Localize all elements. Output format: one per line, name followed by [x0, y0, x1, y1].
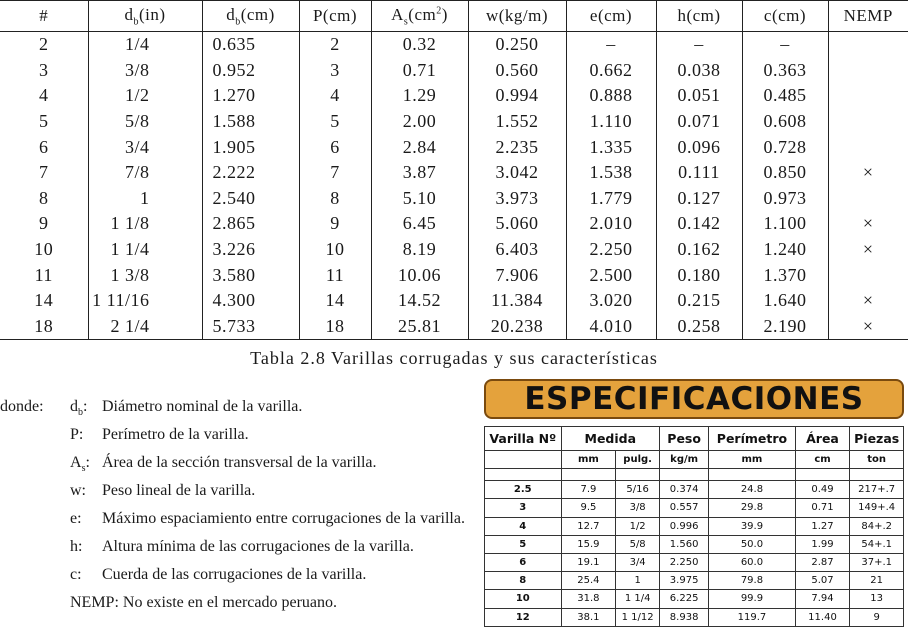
spec-unit-cell: kg/m [660, 451, 709, 469]
spec-cell: 9.5 [561, 499, 616, 517]
spec-cell: 24.8 [709, 481, 795, 499]
spec-header-cell: Varilla Nº [485, 427, 562, 451]
table-row [0, 314, 908, 340]
definition-symbol: P: [70, 426, 84, 443]
cell-db-in: 3/8 [88, 58, 202, 84]
specifications-table [484, 426, 904, 627]
cell-db-cm: 4.300 [202, 288, 299, 314]
cell-spacing: 2.250 [566, 237, 656, 263]
spec-cell: 5/16 [616, 481, 660, 499]
spec-row [485, 608, 904, 626]
cell-number: 9 [39, 213, 49, 234]
cell-nemp: × [828, 314, 908, 340]
spec-cell: 5.07 [795, 572, 850, 590]
spec-cell: 12 [485, 608, 562, 626]
donde-label: donde: [0, 398, 44, 415]
cell-nemp [828, 83, 908, 109]
cell-perimeter: 9 [299, 211, 371, 237]
cell-weight: 0.250 [468, 32, 566, 58]
spec-cell: 2.250 [660, 553, 709, 571]
cell-height: 0.051 [656, 83, 742, 109]
spec-cell: 3.975 [660, 572, 709, 590]
spec-cell: 0.374 [660, 481, 709, 499]
table-row [0, 186, 908, 212]
cell-number: 3 [39, 59, 49, 80]
spec-blank-cell [795, 469, 850, 481]
spec-cell: 19.1 [561, 553, 616, 571]
cell-db-cm: 3.226 [202, 237, 299, 263]
cell-height: 0.096 [656, 134, 742, 160]
spec-unit-cell: ton [850, 451, 904, 469]
spec-cell: 84+.2 [850, 517, 904, 535]
spec-row [485, 499, 904, 517]
spec-cell: 0.557 [660, 499, 709, 517]
spec-cell: 8.938 [660, 608, 709, 626]
cell-height: 0.038 [656, 58, 742, 84]
cell-db-in: 1 3/8 [88, 262, 202, 288]
nemp-note: NEMP: No existe en el mercado peruano. [70, 594, 338, 611]
cell-perimeter: 10 [299, 237, 371, 263]
cell-spacing: 4.010 [566, 314, 656, 340]
spec-cell: 38.1 [561, 608, 616, 626]
cell-height: 0.071 [656, 109, 742, 135]
table-row [0, 58, 908, 84]
definition-text: Diámetro nominal de la varilla. [102, 398, 303, 415]
spec-cell: 1 [616, 572, 660, 590]
spec-row [485, 590, 904, 608]
cell-nemp: × [828, 211, 908, 237]
spec-cell: 21 [850, 572, 904, 590]
cell-spacing: 1.538 [566, 160, 656, 186]
cell-db-cm: 0.635 [202, 32, 299, 58]
definition-symbol: c: [70, 566, 82, 583]
col-header-area: $A_s(cm^2)$ [371, 1, 468, 32]
definition-text: Altura mínima de las corrugaciones de la varilla. [102, 538, 414, 555]
cell-db-in: 1/2 [88, 83, 202, 109]
spec-cell: 8 [485, 572, 562, 590]
cell-number: 4 [39, 85, 49, 106]
col-header-weight: w(kg/m) [468, 1, 566, 32]
spec-unit-cell: mm [709, 451, 795, 469]
cell-number: 10 [34, 239, 54, 260]
cell-db-cm: 2.222 [202, 160, 299, 186]
cell-db-in: 2 1/4 [88, 314, 202, 340]
cell-nemp [828, 109, 908, 135]
cell-db-cm: 3.580 [202, 262, 299, 288]
cell-perimeter: 6 [299, 134, 371, 160]
table-row [0, 211, 908, 237]
spec-row [485, 535, 904, 553]
cell-chord: 1.370 [742, 262, 828, 288]
cell-area: 2.84 [371, 134, 468, 160]
spec-cell: 1 1/4 [616, 590, 660, 608]
definition-symbol: $A_s$: [70, 454, 90, 475]
definition-text: Perímetro de la varilla. [102, 426, 249, 443]
spec-blank-cell [709, 469, 795, 481]
specifications-table-wrap [484, 426, 904, 627]
spec-cell: 9 [850, 608, 904, 626]
cell-db-cm: 1.270 [202, 83, 299, 109]
cell-height: 0.142 [656, 211, 742, 237]
spec-cell: 3/4 [616, 553, 660, 571]
spec-cell: 3/8 [616, 499, 660, 517]
spec-cell: 13 [850, 590, 904, 608]
spec-cell: 11.40 [795, 608, 850, 626]
spec-cell: 29.8 [709, 499, 795, 517]
specifications-banner: ESPECIFICACIONES [484, 379, 904, 419]
cell-weight: 0.560 [468, 58, 566, 84]
spec-cell: 4 [485, 517, 562, 535]
table-body [0, 32, 908, 340]
cell-perimeter: 18 [299, 314, 371, 340]
spec-cell: 2.5 [485, 481, 562, 499]
spec-cell: 54+.1 [850, 535, 904, 553]
spec-cell: 7.9 [561, 481, 616, 499]
cell-area: 1.29 [371, 83, 468, 109]
definition-symbol: w: [70, 482, 86, 499]
spec-header-cell: Piezas [850, 427, 904, 451]
cell-db-cm: 1.588 [202, 109, 299, 135]
spec-row [485, 481, 904, 499]
cell-height: – [656, 32, 742, 58]
spec-cell: 0.71 [795, 499, 850, 517]
cell-area: 25.81 [371, 314, 468, 340]
spec-blank-row [485, 469, 904, 481]
cell-chord: 0.850 [742, 160, 828, 186]
table-row [0, 134, 908, 160]
cell-number: 7 [39, 162, 49, 183]
spec-cell: 217+.7 [850, 481, 904, 499]
spec-cell: 10 [485, 590, 562, 608]
cell-weight: 2.235 [468, 134, 566, 160]
cell-perimeter: 5 [299, 109, 371, 135]
cell-chord: 1.240 [742, 237, 828, 263]
cell-height: 0.180 [656, 262, 742, 288]
cell-perimeter: 14 [299, 288, 371, 314]
cell-db-cm: 5.733 [202, 314, 299, 340]
spec-cell: 6.225 [660, 590, 709, 608]
definition-text: Cuerda de las corrugaciones de la varilla. [102, 566, 367, 583]
cell-spacing: 2.010 [566, 211, 656, 237]
cell-perimeter: 4 [299, 83, 371, 109]
cell-weight: 3.973 [468, 186, 566, 212]
definition-text: Peso lineal de la varilla. [102, 482, 256, 499]
cell-weight: 1.552 [468, 109, 566, 135]
cell-perimeter: 11 [299, 262, 371, 288]
spec-row [485, 572, 904, 590]
cell-area: 8.19 [371, 237, 468, 263]
cell-area: 14.52 [371, 288, 468, 314]
cell-height: 0.258 [656, 314, 742, 340]
spec-cell: 79.8 [709, 572, 795, 590]
spec-header-cell: Medida [561, 427, 659, 451]
spec-cell: 25.4 [561, 572, 616, 590]
table-row [0, 109, 908, 135]
col-header-nemp: NEMP [828, 1, 908, 32]
spec-cell: 3 [485, 499, 562, 517]
spec-blank-cell [616, 469, 660, 481]
cell-chord: 0.973 [742, 186, 828, 212]
cell-spacing: 3.020 [566, 288, 656, 314]
cell-spacing: 1.779 [566, 186, 656, 212]
cell-perimeter: 7 [299, 160, 371, 186]
cell-weight: 20.238 [468, 314, 566, 340]
spec-unit-cell: cm [795, 451, 850, 469]
cell-weight: 0.994 [468, 83, 566, 109]
spec-cell: 1.27 [795, 517, 850, 535]
spec-cell: 31.8 [561, 590, 616, 608]
col-header-perimeter: P(cm) [299, 1, 371, 32]
spec-cell: 99.9 [709, 590, 795, 608]
cell-spacing: 1.335 [566, 134, 656, 160]
cell-number: 2 [39, 34, 49, 55]
definition-symbol: $d_b$: [70, 398, 88, 419]
spec-row [485, 553, 904, 571]
cell-nemp: × [828, 288, 908, 314]
spec-cell: 50.0 [709, 535, 795, 553]
cell-db-in: 7/8 [88, 160, 202, 186]
definition-symbol: e: [70, 510, 82, 527]
cell-spacing: 2.500 [566, 262, 656, 288]
cell-chord: 2.190 [742, 314, 828, 340]
spec-cell: 60.0 [709, 553, 795, 571]
cell-chord: 0.728 [742, 134, 828, 160]
cell-height: 0.162 [656, 237, 742, 263]
spec-header-cell: Perímetro [709, 427, 795, 451]
definition-symbol: h: [70, 538, 83, 555]
cell-perimeter: 2 [299, 32, 371, 58]
cell-nemp [828, 186, 908, 212]
table-row [0, 288, 908, 314]
cell-nemp [828, 58, 908, 84]
cell-chord: – [742, 32, 828, 58]
spec-header-cell: Peso [660, 427, 709, 451]
table-header-row [0, 1, 908, 32]
cell-perimeter: 8 [299, 186, 371, 212]
cell-height: 0.215 [656, 288, 742, 314]
cell-area: 2.00 [371, 109, 468, 135]
spec-header-cell: Área [795, 427, 850, 451]
cell-db-in: 1 [88, 186, 202, 212]
spec-cell: 6 [485, 553, 562, 571]
spec-cell: 39.9 [709, 517, 795, 535]
cell-db-cm: 2.540 [202, 186, 299, 212]
spec-units-row [485, 451, 904, 469]
spec-cell: 1 1/12 [616, 608, 660, 626]
cell-db-in: 1 11/16 [88, 288, 202, 314]
spec-cell: 15.9 [561, 535, 616, 553]
cell-spacing: 1.110 [566, 109, 656, 135]
spec-unit-cell: pulg. [616, 451, 660, 469]
cell-db-cm: 0.952 [202, 58, 299, 84]
table-row [0, 237, 908, 263]
cell-db-in: 1 1/8 [88, 211, 202, 237]
cell-number: 18 [0, 314, 88, 340]
cell-db-cm: 1.905 [202, 134, 299, 160]
cell-chord: 1.640 [742, 288, 828, 314]
cell-nemp [828, 134, 908, 160]
spec-cell: 7.94 [795, 590, 850, 608]
definition-text: Máximo espaciamiento entre corrugaciones de la varilla. [102, 510, 465, 527]
col-header-db-cm: $d_b(cm)$ [202, 1, 299, 32]
cell-weight: 5.060 [468, 211, 566, 237]
cell-nemp [828, 262, 908, 288]
spec-cell: 149+.4 [850, 499, 904, 517]
cell-db-in: 1/4 [88, 32, 202, 58]
cell-db-in: 1 1/4 [88, 237, 202, 263]
cell-spacing: 0.888 [566, 83, 656, 109]
table-row [0, 32, 908, 58]
cell-nemp: × [828, 237, 908, 263]
spec-blank-cell [485, 469, 562, 481]
cell-area: 0.32 [371, 32, 468, 58]
cell-chord: 0.608 [742, 109, 828, 135]
spec-cell: 1.560 [660, 535, 709, 553]
table-row [0, 262, 908, 288]
col-header-spacing: e(cm) [566, 1, 656, 32]
cell-number: 6 [39, 136, 49, 157]
cell-spacing: – [566, 32, 656, 58]
spec-cell: 0.996 [660, 517, 709, 535]
spec-blank-cell [561, 469, 616, 481]
cell-db-cm: 2.865 [202, 211, 299, 237]
cell-number: 5 [39, 111, 49, 132]
spec-cell: 119.7 [709, 608, 795, 626]
cell-db-in: 3/4 [88, 134, 202, 160]
table-row [0, 160, 908, 186]
cell-height: 0.127 [656, 186, 742, 212]
spec-cell: 1/2 [616, 517, 660, 535]
spec-cell: 2.87 [795, 553, 850, 571]
cell-area: 3.87 [371, 160, 468, 186]
col-header-height: h(cm) [656, 1, 742, 32]
cell-area: 0.71 [371, 58, 468, 84]
cell-height: 0.111 [656, 160, 742, 186]
cell-nemp: × [828, 160, 908, 186]
cell-weight: 11.384 [468, 288, 566, 314]
table-caption: Tabla 2.8 Varillas corrugadas y sus características [250, 348, 658, 368]
cell-chord: 1.100 [742, 211, 828, 237]
spec-blank-cell [660, 469, 709, 481]
cell-area: 6.45 [371, 211, 468, 237]
cell-number: 14 [34, 290, 54, 311]
cell-area: 5.10 [371, 186, 468, 212]
spec-table-body [485, 451, 904, 627]
spec-header-row [485, 427, 904, 451]
definition-text: Área de la sección transversal de la varilla. [102, 454, 377, 471]
spec-cell: 12.7 [561, 517, 616, 535]
table-row [0, 83, 908, 109]
cell-weight: 7.906 [468, 262, 566, 288]
spec-unit-cell: mm [561, 451, 616, 469]
cell-db-in: 5/8 [88, 109, 202, 135]
col-header-number: # [0, 1, 88, 32]
spec-row [485, 517, 904, 535]
cell-chord: 0.363 [742, 58, 828, 84]
cell-weight: 6.403 [468, 237, 566, 263]
col-header-chord: c(cm) [742, 1, 828, 32]
cell-spacing: 0.662 [566, 58, 656, 84]
spec-unit-cell [485, 451, 562, 469]
cell-number: 11 [34, 264, 53, 285]
spec-cell: 37+.1 [850, 553, 904, 571]
cell-weight: 3.042 [468, 160, 566, 186]
spec-cell: 1.99 [795, 535, 850, 553]
spec-cell: 0.49 [795, 481, 850, 499]
cell-area: 10.06 [371, 262, 468, 288]
col-header-db-in: $d_b(in)$ [88, 1, 202, 32]
spec-blank-cell [850, 469, 904, 481]
cell-number: 8 [39, 187, 49, 208]
spec-cell: 5 [485, 535, 562, 553]
cell-chord: 0.485 [742, 83, 828, 109]
cell-perimeter: 3 [299, 58, 371, 84]
spec-cell: 5/8 [616, 535, 660, 553]
cell-nemp [828, 32, 908, 58]
